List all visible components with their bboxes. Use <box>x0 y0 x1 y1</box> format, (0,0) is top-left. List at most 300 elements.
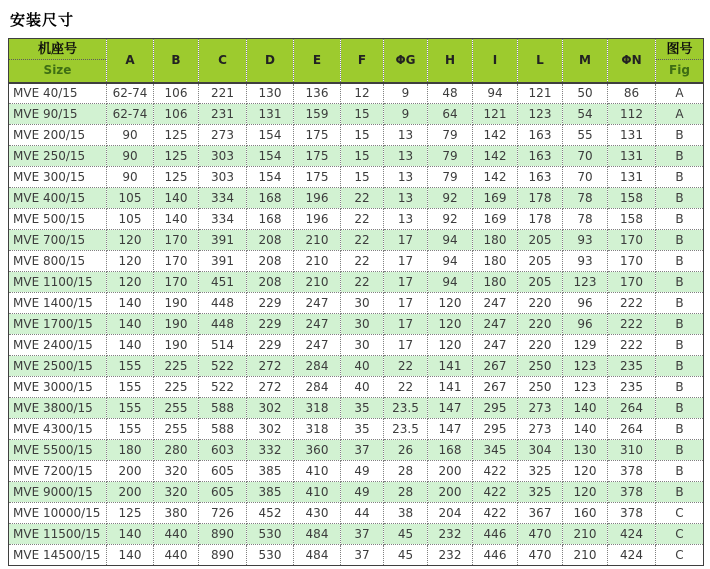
dimension-cell: 120 <box>107 251 154 272</box>
dimension-cell: 220 <box>518 293 563 314</box>
fig-cell: A <box>656 83 704 104</box>
dimension-cell: 129 <box>563 335 608 356</box>
fig-cell: B <box>656 230 704 251</box>
dimension-cell: 267 <box>473 356 518 377</box>
dimension-cell: 318 <box>294 398 341 419</box>
fig-header-en: Fig <box>669 63 690 78</box>
table-row <box>9 482 704 503</box>
dimension-cell: 123 <box>563 356 608 377</box>
fig-cell: B <box>656 377 704 398</box>
dimension-cell: 446 <box>473 545 518 566</box>
dimension-cell: 178 <box>518 188 563 209</box>
column-header-size <box>9 39 107 83</box>
dimension-cell: 125 <box>154 125 199 146</box>
fig-cell: B <box>656 335 704 356</box>
table-row <box>9 545 704 566</box>
dimension-cell: 295 <box>473 398 518 419</box>
dimension-cell: 49 <box>341 461 384 482</box>
dimension-cell: 70 <box>563 167 608 188</box>
dimension-cell: 247 <box>473 314 518 335</box>
dimension-cell: 125 <box>154 167 199 188</box>
dimension-cell: 44 <box>341 503 384 524</box>
dimension-cell: 378 <box>608 482 656 503</box>
size-cell: MVE 3800/15 <box>9 398 107 419</box>
dimension-cell: 17 <box>384 314 428 335</box>
dimension-cell: 247 <box>294 335 341 356</box>
dimension-cell: 123 <box>563 272 608 293</box>
dimension-cell: 170 <box>154 230 199 251</box>
dimension-cell: 105 <box>107 209 154 230</box>
fig-cell: B <box>656 251 704 272</box>
dimension-cell: 17 <box>384 251 428 272</box>
dimension-cell: 13 <box>384 188 428 209</box>
dimension-cell: 325 <box>518 482 563 503</box>
table-row <box>9 125 704 146</box>
dimension-cell: 140 <box>107 524 154 545</box>
size-cell: MVE 200/15 <box>9 125 107 146</box>
fig-cell: B <box>656 461 704 482</box>
dimension-cell: 320 <box>154 461 199 482</box>
dimension-cell: 180 <box>473 230 518 251</box>
dimension-cell: 79 <box>428 146 473 167</box>
table-row <box>9 503 704 524</box>
table-row <box>9 230 704 251</box>
dimension-cell: 22 <box>341 230 384 251</box>
fig-header-cn: 图号 <box>656 39 703 60</box>
dimension-cell: 440 <box>154 545 199 566</box>
dimension-cell: 208 <box>247 251 294 272</box>
dimension-cell: 105 <box>107 188 154 209</box>
dimension-cell: 62-74 <box>107 104 154 125</box>
dimension-cell: 90 <box>107 167 154 188</box>
dimension-cell: 232 <box>428 524 473 545</box>
dimension-cell: 200 <box>107 461 154 482</box>
size-cell: MVE 4300/15 <box>9 419 107 440</box>
dimension-cell: 424 <box>608 545 656 566</box>
dimension-cell: 446 <box>473 524 518 545</box>
dimension-cell: 92 <box>428 188 473 209</box>
table-row <box>9 335 704 356</box>
dimension-cell: 303 <box>199 167 247 188</box>
dimension-cell: 49 <box>341 482 384 503</box>
dimension-cell: 79 <box>428 125 473 146</box>
table-row <box>9 356 704 377</box>
dimension-cell: 170 <box>608 251 656 272</box>
dimension-cell: 23.5 <box>384 419 428 440</box>
dimension-cell: 86 <box>608 83 656 104</box>
dimension-cell: 231 <box>199 104 247 125</box>
dimension-cell: 334 <box>199 209 247 230</box>
dimension-cell: 221 <box>199 83 247 104</box>
dimension-cell: 267 <box>473 377 518 398</box>
dimension-cell: 178 <box>518 209 563 230</box>
dimension-cell: 367 <box>518 503 563 524</box>
size-cell: MVE 1100/15 <box>9 272 107 293</box>
dimension-cell: 448 <box>199 293 247 314</box>
dimension-cell: 180 <box>473 272 518 293</box>
dimension-cell: 78 <box>563 188 608 209</box>
dimension-cell: 220 <box>518 314 563 335</box>
dimension-cell: 247 <box>294 314 341 335</box>
dimension-cell: 284 <box>294 377 341 398</box>
dimension-cell: 22 <box>341 209 384 230</box>
size-cell: MVE 40/15 <box>9 83 107 104</box>
column-header-d: D <box>247 39 294 83</box>
dimension-cell: 196 <box>294 209 341 230</box>
dimension-cell: 229 <box>247 314 294 335</box>
dimension-cell: 890 <box>199 545 247 566</box>
dimension-cell: 55 <box>563 125 608 146</box>
dimension-cell: 106 <box>154 104 199 125</box>
column-header-m: M <box>563 39 608 83</box>
table-row <box>9 83 704 104</box>
size-cell: MVE 500/15 <box>9 209 107 230</box>
column-header-i: I <box>473 39 518 83</box>
dimension-cell: 168 <box>247 209 294 230</box>
column-header-f: F <box>341 39 384 83</box>
fig-cell: B <box>656 146 704 167</box>
table-header <box>9 39 704 83</box>
dimension-cell: 170 <box>154 251 199 272</box>
dimension-cell: 190 <box>154 293 199 314</box>
dimension-cell: 530 <box>247 545 294 566</box>
dimension-cell: 332 <box>247 440 294 461</box>
table-row <box>9 272 704 293</box>
column-header-e: E <box>294 39 341 83</box>
dimension-cell: 22 <box>384 356 428 377</box>
dimension-cell: 160 <box>563 503 608 524</box>
dimension-cell: 273 <box>518 398 563 419</box>
size-cell: MVE 1400/15 <box>9 293 107 314</box>
dimension-cell: 136 <box>294 83 341 104</box>
dimension-cell: 130 <box>563 440 608 461</box>
size-cell: MVE 400/15 <box>9 188 107 209</box>
dimension-cell: 410 <box>294 482 341 503</box>
dimension-cell: 163 <box>518 146 563 167</box>
dimension-cell: 54 <box>563 104 608 125</box>
dimension-cell: 272 <box>247 356 294 377</box>
dimension-cell: 141 <box>428 356 473 377</box>
size-cell: MVE 7200/15 <box>9 461 107 482</box>
dimension-cell: 158 <box>608 188 656 209</box>
dimension-cell: 90 <box>107 146 154 167</box>
fig-cell: B <box>656 440 704 461</box>
dimension-cell: 155 <box>107 398 154 419</box>
dimension-cell: 484 <box>294 524 341 545</box>
dimension-cell: 9 <box>384 104 428 125</box>
dimension-cell: 200 <box>428 482 473 503</box>
dimension-cell: 131 <box>608 146 656 167</box>
dimension-cell: 890 <box>199 524 247 545</box>
dimension-cell: 205 <box>518 230 563 251</box>
dimension-cell: 208 <box>247 230 294 251</box>
size-cell: MVE 1700/15 <box>9 314 107 335</box>
dimension-cell: 17 <box>384 293 428 314</box>
dimension-cell: 125 <box>154 146 199 167</box>
dimension-cell: 273 <box>518 419 563 440</box>
fig-cell: C <box>656 545 704 566</box>
dimension-cell: 17 <box>384 335 428 356</box>
dimension-cell: 345 <box>473 440 518 461</box>
dimension-cell: 112 <box>608 104 656 125</box>
dimension-cell: 470 <box>518 545 563 566</box>
dimension-cell: 380 <box>154 503 199 524</box>
dimension-cell: 15 <box>341 146 384 167</box>
dimension-cell: 205 <box>518 272 563 293</box>
table-body <box>9 83 704 566</box>
dimension-cell: 170 <box>608 272 656 293</box>
dimension-cell: 451 <box>199 272 247 293</box>
dimension-cell: 140 <box>563 398 608 419</box>
dimension-cell: 13 <box>384 167 428 188</box>
table-row <box>9 251 704 272</box>
dimension-cell: 140 <box>107 314 154 335</box>
dimension-cell: 410 <box>294 461 341 482</box>
dimension-cell: 247 <box>473 335 518 356</box>
size-cell: MVE 14500/15 <box>9 545 107 566</box>
dimension-cell: 225 <box>154 356 199 377</box>
dimension-cell: 93 <box>563 251 608 272</box>
dimension-cell: 522 <box>199 356 247 377</box>
column-header-fig <box>656 39 704 83</box>
dimension-cell: 15 <box>341 125 384 146</box>
dimension-cell: 210 <box>294 272 341 293</box>
dimension-cell: 154 <box>247 125 294 146</box>
dimension-cell: 247 <box>294 293 341 314</box>
dimension-cell: 163 <box>518 167 563 188</box>
dimension-cell: 422 <box>473 461 518 482</box>
dimension-cell: 131 <box>247 104 294 125</box>
dimension-cell: 302 <box>247 419 294 440</box>
dimension-cell: 13 <box>384 209 428 230</box>
dimension-cell: 13 <box>384 146 428 167</box>
dimension-cell: 222 <box>608 335 656 356</box>
dimension-cell: 210 <box>294 251 341 272</box>
dimension-cell: 123 <box>563 377 608 398</box>
dimension-cell: 514 <box>199 335 247 356</box>
dimension-cell: 120 <box>428 335 473 356</box>
dimension-cell: 140 <box>154 188 199 209</box>
size-cell: MVE 11500/15 <box>9 524 107 545</box>
dimension-cell: 13 <box>384 125 428 146</box>
size-cell: MVE 10000/15 <box>9 503 107 524</box>
dimension-cell: 605 <box>199 482 247 503</box>
dimension-cell: 131 <box>608 167 656 188</box>
dimension-cell: 247 <box>473 293 518 314</box>
dimension-cell: 284 <box>294 356 341 377</box>
dimension-cell: 121 <box>473 104 518 125</box>
dimension-cell: 273 <box>199 125 247 146</box>
dimension-cell: 168 <box>428 440 473 461</box>
fig-cell: B <box>656 293 704 314</box>
dimension-cell: 264 <box>608 419 656 440</box>
dimension-cell: 22 <box>341 188 384 209</box>
dimension-cell: 142 <box>473 167 518 188</box>
dimension-cell: 140 <box>154 209 199 230</box>
dimension-cell: 90 <box>107 125 154 146</box>
dimension-cell: 120 <box>428 293 473 314</box>
dimension-cell: 229 <box>247 293 294 314</box>
dimension-cell: 310 <box>608 440 656 461</box>
dimension-cell: 22 <box>341 272 384 293</box>
size-cell: MVE 800/15 <box>9 251 107 272</box>
dimension-cell: 9 <box>384 83 428 104</box>
column-header-phi-g: ΦG <box>384 39 428 83</box>
dimension-cell: 235 <box>608 356 656 377</box>
dimension-cell: 222 <box>608 293 656 314</box>
dimension-cell: 147 <box>428 419 473 440</box>
dimension-cell: 430 <box>294 503 341 524</box>
dimension-cell: 200 <box>428 461 473 482</box>
dimension-cell: 484 <box>294 545 341 566</box>
dimension-cell: 378 <box>608 503 656 524</box>
dimension-cell: 726 <box>199 503 247 524</box>
dimension-cell: 422 <box>473 482 518 503</box>
dimension-cell: 93 <box>563 230 608 251</box>
dimension-cell: 62-74 <box>107 83 154 104</box>
dimension-cell: 168 <box>247 188 294 209</box>
dimension-cell: 320 <box>154 482 199 503</box>
dimension-cell: 170 <box>608 230 656 251</box>
dimension-cell: 48 <box>428 83 473 104</box>
size-cell: MVE 3000/15 <box>9 377 107 398</box>
dimension-cell: 140 <box>107 293 154 314</box>
column-header-h: H <box>428 39 473 83</box>
dimension-cell: 120 <box>563 482 608 503</box>
dimension-cell: 210 <box>563 524 608 545</box>
dimension-cell: 35 <box>341 398 384 419</box>
table-row <box>9 314 704 335</box>
dimension-cell: 96 <box>563 314 608 335</box>
dimension-cell: 123 <box>518 104 563 125</box>
dimension-cell: 45 <box>384 545 428 566</box>
dimension-cell: 28 <box>384 482 428 503</box>
dimension-cell: 17 <box>384 230 428 251</box>
table-row <box>9 293 704 314</box>
dimension-cell: 190 <box>154 314 199 335</box>
fig-cell: C <box>656 524 704 545</box>
fig-cell: B <box>656 314 704 335</box>
size-cell: MVE 90/15 <box>9 104 107 125</box>
dimension-cell: 78 <box>563 209 608 230</box>
dimension-cell: 302 <box>247 398 294 419</box>
dimension-cell: 232 <box>428 545 473 566</box>
dimension-cell: 64 <box>428 104 473 125</box>
table-row <box>9 419 704 440</box>
column-header-c: C <box>199 39 247 83</box>
dimension-cell: 440 <box>154 524 199 545</box>
dimension-cell: 385 <box>247 461 294 482</box>
table-row <box>9 104 704 125</box>
dimension-cell: 522 <box>199 377 247 398</box>
dimension-cell: 378 <box>608 461 656 482</box>
dimension-cell: 196 <box>294 188 341 209</box>
dimension-cell: 170 <box>154 272 199 293</box>
dimension-cell: 12 <box>341 83 384 104</box>
dimension-cell: 30 <box>341 335 384 356</box>
fig-cell: B <box>656 188 704 209</box>
dimension-cell: 210 <box>563 545 608 566</box>
dimension-cell: 121 <box>518 83 563 104</box>
dimension-cell: 26 <box>384 440 428 461</box>
dimension-cell: 180 <box>107 440 154 461</box>
table-row <box>9 440 704 461</box>
size-cell: MVE 5500/15 <box>9 440 107 461</box>
dimension-cell: 158 <box>608 209 656 230</box>
dimension-cell: 255 <box>154 419 199 440</box>
size-header-en: Size <box>43 63 72 78</box>
dimension-cell: 79 <box>428 167 473 188</box>
dimension-cell: 96 <box>563 293 608 314</box>
dimension-cell: 470 <box>518 524 563 545</box>
dimension-cell: 159 <box>294 104 341 125</box>
dimension-cell: 147 <box>428 398 473 419</box>
size-cell: MVE 300/15 <box>9 167 107 188</box>
fig-cell: B <box>656 482 704 503</box>
dimension-cell: 154 <box>247 146 294 167</box>
dimension-cell: 40 <box>341 377 384 398</box>
dimension-cell: 229 <box>247 335 294 356</box>
dimension-cell: 169 <box>473 188 518 209</box>
dimension-cell: 222 <box>608 314 656 335</box>
dimension-cell: 250 <box>518 377 563 398</box>
dimension-cell: 304 <box>518 440 563 461</box>
dimension-cell: 17 <box>384 272 428 293</box>
column-header-b: B <box>154 39 199 83</box>
dimension-cell: 94 <box>473 83 518 104</box>
dimension-cell: 204 <box>428 503 473 524</box>
dimension-cell: 131 <box>608 125 656 146</box>
dimension-cell: 530 <box>247 524 294 545</box>
dimension-cell: 15 <box>341 167 384 188</box>
dimension-cell: 37 <box>341 545 384 566</box>
dimension-cell: 424 <box>608 524 656 545</box>
dimensions-table <box>8 38 704 566</box>
dimension-cell: 142 <box>473 146 518 167</box>
dimension-cell: 303 <box>199 146 247 167</box>
dimension-cell: 30 <box>341 314 384 335</box>
column-header-phi-n: ΦN <box>608 39 656 83</box>
dimension-cell: 30 <box>341 293 384 314</box>
dimension-cell: 391 <box>199 230 247 251</box>
dimension-cell: 40 <box>341 356 384 377</box>
dimension-cell: 120 <box>428 314 473 335</box>
table-row <box>9 524 704 545</box>
dimension-cell: 588 <box>199 398 247 419</box>
dimension-cell: 255 <box>154 398 199 419</box>
dimension-cell: 295 <box>473 419 518 440</box>
dimension-cell: 225 <box>154 377 199 398</box>
dimension-cell: 130 <box>247 83 294 104</box>
fig-cell: B <box>656 356 704 377</box>
dimension-cell: 120 <box>107 272 154 293</box>
fig-cell: B <box>656 209 704 230</box>
dimension-cell: 603 <box>199 440 247 461</box>
dimension-cell: 22 <box>384 377 428 398</box>
dimension-cell: 15 <box>341 104 384 125</box>
column-header-l: L <box>518 39 563 83</box>
dimension-cell: 141 <box>428 377 473 398</box>
dimension-cell: 235 <box>608 377 656 398</box>
dimension-cell: 448 <box>199 314 247 335</box>
size-cell: MVE 9000/15 <box>9 482 107 503</box>
table-row <box>9 146 704 167</box>
dimension-cell: 140 <box>107 335 154 356</box>
dimension-cell: 120 <box>107 230 154 251</box>
dimension-cell: 588 <box>199 419 247 440</box>
fig-cell: B <box>656 419 704 440</box>
dimension-cell: 452 <box>247 503 294 524</box>
